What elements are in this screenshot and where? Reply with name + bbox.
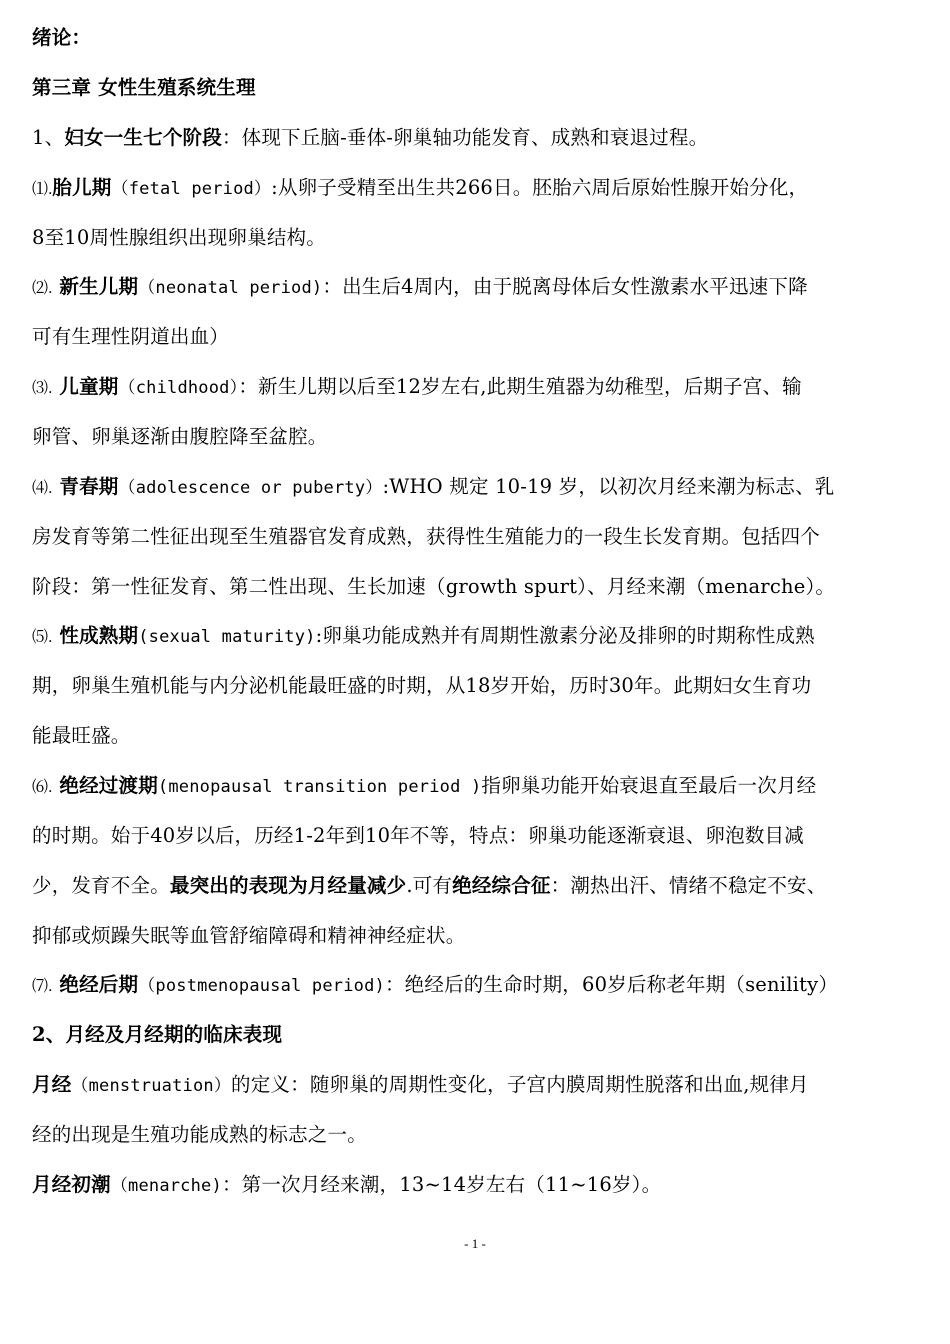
item-term: 新生儿期: [52, 275, 139, 298]
item-text: :从卵子受精至出生共266日。胚胎六周后原始性腺开始分化，: [271, 176, 809, 199]
item-1-line-2: 8至10周性腺组织出现卵巢结构。: [32, 226, 326, 249]
item-5-line-2: 期，卵巢生殖机能与内分泌机能最旺盛的时期，从18岁开始，历时30年。此期妇女生育功: [32, 674, 812, 697]
section-1-text: ：体现下丘脑-垂体-卵巢轴功能发育、成熟和衰退过程。: [221, 126, 709, 149]
item-term: 胎儿期: [52, 176, 112, 199]
item-4-line-1: [32, 472, 926, 502]
item-text: 指卵巢功能开始衰退直至最后一次月经: [481, 774, 817, 797]
item-5-line-3: 能最旺盛。: [32, 724, 131, 747]
item-2-line-2: 可有生理性阴道出血）: [32, 325, 230, 348]
item-6-line-1: [32, 771, 926, 801]
item-english: （adolescence or puberty）: [118, 478, 383, 498]
term-english: （menarche): [110, 1176, 222, 1196]
item-text: ：出生后4周内，由于脱离母体后女性激素水平迅速下降: [322, 275, 808, 298]
menstruation-line-2: 经的出现是生殖功能成熟的标志之一。: [32, 1123, 367, 1146]
item-english: （postmenopausal period): [138, 976, 385, 996]
page-number: - 1 -: [464, 1236, 486, 1251]
item-3-line-2: 卵管、卵巢逐渐由腹腔降至盆腔。: [32, 425, 328, 448]
section-1-num: 1、: [32, 126, 65, 149]
item-english: （neonatal period): [138, 278, 323, 298]
item-highlight: 最突出的表现为月经量减少: [169, 874, 407, 897]
item-number: ⑴.: [32, 181, 53, 198]
item-2-line-1: [32, 272, 926, 302]
item-english: （childhood）: [118, 378, 239, 398]
item-number: ⑸.: [32, 629, 53, 646]
item-4-line-3: 阶段：第一性征发育、第二性出现、生长加速（growth spurt）、月经来潮（menarche）。: [32, 575, 836, 598]
item-term: 绝经后期: [52, 973, 139, 996]
item-1-line-1: [32, 173, 926, 203]
item-text: 少，发育不全。: [32, 874, 170, 897]
chapter-title: 第三章 女性生殖系统生理: [32, 76, 256, 99]
section-2-title: 2、月经及月经期的临床表现: [32, 1023, 283, 1046]
item-text: :卵巢功能成熟并有周期性激素分泌及排卵的时期称性成熟: [315, 624, 815, 647]
section-1: [32, 123, 926, 153]
item-number: ⑹.: [32, 779, 53, 796]
item-number: ⑶.: [32, 380, 53, 397]
item-6-line-3: [32, 871, 926, 901]
item-term: 儿童期: [52, 375, 119, 398]
item-term: 绝经过渡期: [52, 774, 158, 797]
item-3-line-1: [32, 372, 926, 402]
term: 月经: [32, 1073, 72, 1096]
definition-text: ：第一次月经来潮，13~14岁左右（11~16岁）。: [221, 1173, 662, 1196]
item-term: 性成熟期: [52, 624, 139, 647]
section-1-title: 妇女一生七个阶段: [64, 126, 222, 149]
item-text: ：潮热出汗、情绪不稳定不安、: [550, 874, 827, 897]
item-5-line-1: [32, 621, 926, 651]
item-number: ⑺.: [32, 978, 53, 995]
menstruation-line-1: [32, 1070, 926, 1100]
term-english: （menstruation）: [71, 1076, 232, 1096]
item-6-line-2: 的时期。始于40岁以后，历经1-2年到10年不等，特点：卵巢功能逐渐衰退、卵泡数目减: [32, 824, 804, 847]
item-4-line-2: 房发育等第二性征出现至生殖器官发育成熟，获得性生殖能力的一段生长发育期。包括四个: [32, 525, 821, 548]
item-english: （fetal period）: [111, 179, 272, 199]
item-text: ：绝经后的生命时期，60岁后称老年期（senility）: [384, 973, 839, 996]
heading: 绪论：: [32, 26, 92, 49]
term: 月经初潮: [32, 1173, 111, 1196]
menarche-line: [32, 1170, 926, 1200]
item-text: :WHO 规定 10-19 岁，以初次月经来潮为标志、乳: [382, 475, 835, 498]
item-term: 青春期: [52, 475, 119, 498]
item-english: (menopausal transition period ): [157, 777, 482, 797]
item-6-line-4: 抑郁或烦躁失眠等血管舒缩障碍和精神神经症状。: [32, 924, 466, 947]
item-text: .可有: [406, 874, 453, 897]
item-english: (sexual maturity): [138, 627, 316, 647]
item-number: ⑵.: [32, 280, 53, 297]
item-number: ⑷.: [32, 480, 53, 497]
item-highlight: 绝经综合征: [452, 874, 551, 897]
item-7-line-1: [32, 970, 926, 1000]
definition-text: 的定义：随卵巢的周期性变化，子宫内膜周期性脱落和出血,规律月: [231, 1073, 809, 1096]
item-text: ：新生儿期以后至12岁左右,此期生殖器为幼稚型，后期子宫、输: [238, 375, 802, 398]
